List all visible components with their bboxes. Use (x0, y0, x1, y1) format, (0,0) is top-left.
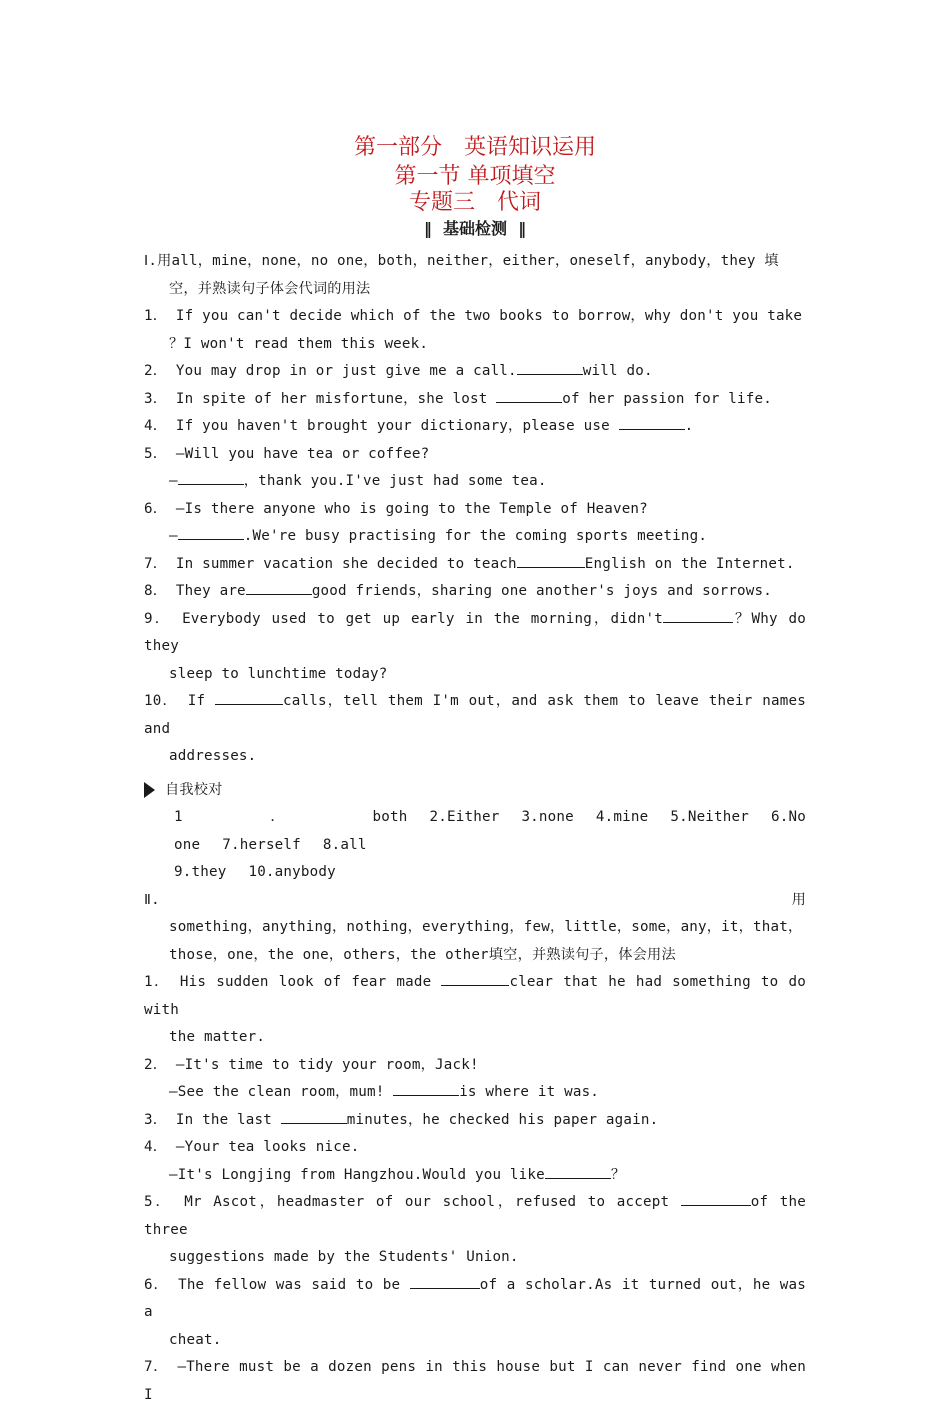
answer-blank[interactable] (178, 525, 244, 540)
p1-q10-line2: addresses. (169, 748, 257, 764)
answer-item: 6.No one (174, 809, 806, 853)
p1-q7: 7． In summer vacation she decided to teach English on the Internet. (144, 551, 806, 579)
triangle-arrow-icon (144, 782, 155, 798)
p1-q1-line1: 1． If you can't decide which of the two books to borrow，why don't you take (144, 308, 803, 324)
p1-q6-line2: — .We're busy practising for the coming sports meeting. (144, 523, 806, 551)
bar-right: ‖ (518, 219, 527, 238)
p2-q7-line1: 7． —There must be a dozen pens in this house but I can never find one when I (144, 1359, 806, 1403)
answer-item: 9.they (174, 864, 227, 880)
p2-q4-line1: 4． —Your tea looks nice. (144, 1139, 360, 1155)
answer-blank[interactable] (393, 1081, 459, 1096)
answer-key-line1 (144, 804, 806, 859)
answer-item: 3.none (521, 809, 574, 825)
p2-q5-line2: suggestions made by the Students' Union. (169, 1249, 519, 1265)
subsection-heading (0, 216, 950, 242)
p1-q4: 4． If you haven't brought your dictionary，please use . (144, 413, 806, 441)
p2-q5-line1: 5． Mr Ascot，headmaster of our school，refused to accept of the three (144, 1189, 806, 1244)
p2-q2-line2: —See the clean room，mum! is where it was. (144, 1079, 806, 1107)
p1-q6-line1: 6． —Is there anyone who is going to the Temple of Heaven? (144, 500, 648, 517)
p1-q9-line1: 9． Everybody used to get up early in the morning，didn't ？Why do they (144, 606, 806, 661)
answer-blank[interactable] (410, 1274, 480, 1289)
p2-q2-line1: 2． —It's time to tidy your room，Jack! (144, 1056, 479, 1073)
part2-heading (144, 887, 806, 915)
answer-blank[interactable] (496, 388, 562, 403)
p1-q3: 3． In spite of her misfortune，she lost of her passion for life. (144, 386, 806, 414)
p2-q6-line1: 6． The fellow was said to be of a scholar.As it turned out，he was a (144, 1272, 806, 1327)
part1-instruction-line2: 空，并熟读句子体会代词的用法 (169, 280, 371, 297)
answer-blank[interactable] (215, 690, 283, 705)
answer-item: 10.anybody (248, 864, 336, 880)
p2-q6-line2: cheat. (169, 1331, 222, 1348)
subsection-label: 基础检测 (442, 219, 507, 238)
p2-q3: 3． In the last minutes，he checked his paper again. (144, 1107, 806, 1135)
answer-blank[interactable] (441, 971, 509, 986)
exercise-content (144, 248, 806, 1409)
p1-q9-line2: sleep to lunchtime today? (169, 665, 388, 682)
p1-q2: 2． You may drop in or just give me a call. will do. (144, 358, 806, 386)
p1-q1-line2: ？I won't read them this week. (169, 335, 429, 352)
answer-blank[interactable] (681, 1191, 751, 1206)
p1-q5-line2: — ，thank you.I've just had some tea. (144, 468, 806, 496)
answer-blank[interactable] (663, 608, 733, 623)
p2-q1-line2: the matter. (169, 1029, 266, 1045)
p1-q10-line1: 10． If calls，tell them I'm out，and ask them to leave their names and (144, 688, 806, 743)
part2-words-line1: something，anything，nothing，everything，few，little，some，any，it，that， (169, 919, 803, 935)
p2-q1-line1: 1． His sudden look of fear made clear that he had something to do with (144, 969, 806, 1024)
answer-blank[interactable] (545, 1164, 611, 1179)
answer-key-line2 (144, 859, 806, 887)
title-block (0, 132, 950, 242)
answer-blank[interactable] (619, 415, 685, 430)
part1-instruction-line1: Ⅰ.用all，mine，none，no one，both，neither，either，oneself，anybody，they 填 (144, 253, 779, 269)
bar-left: ‖ (423, 219, 432, 238)
self-check-label: 自我校对 (165, 781, 223, 798)
answer-blank[interactable] (281, 1109, 347, 1124)
p2-q4-line2: —It's Longjing from Hangzhou.Would you like ？ (144, 1162, 806, 1190)
answer-item: 5.Neither (670, 809, 750, 825)
p1-q8: 8． They are good friends，sharing one another's joys and sorrows. (144, 578, 806, 606)
answer-blank[interactable] (246, 580, 312, 595)
part2-words-line2: those，one，the one，others，the other填空，并熟读句子，体会用法 (169, 946, 676, 963)
self-check-heading (144, 777, 806, 805)
part-title: 第一部分 英语知识运用 (353, 135, 596, 160)
answer-item: 7.herself (222, 836, 301, 853)
part2-use-char: 用 (791, 891, 806, 908)
answer-blank[interactable] (517, 360, 583, 375)
p1-q5-line1: 5． —Will you have tea or coffee? (144, 445, 430, 462)
part2-numeral: Ⅱ. (144, 891, 160, 908)
answer-item: 8.all (322, 836, 367, 853)
answer-blank[interactable] (517, 553, 585, 568)
section-title: 第一节 单项填空 (394, 164, 556, 189)
answer-item: 2.Either (429, 809, 500, 825)
answer-blank[interactable] (178, 470, 244, 485)
answer-item: 1．both (174, 809, 408, 825)
topic-title: 专题三 代词 (408, 190, 541, 215)
answer-item: 4.mine (595, 809, 649, 825)
